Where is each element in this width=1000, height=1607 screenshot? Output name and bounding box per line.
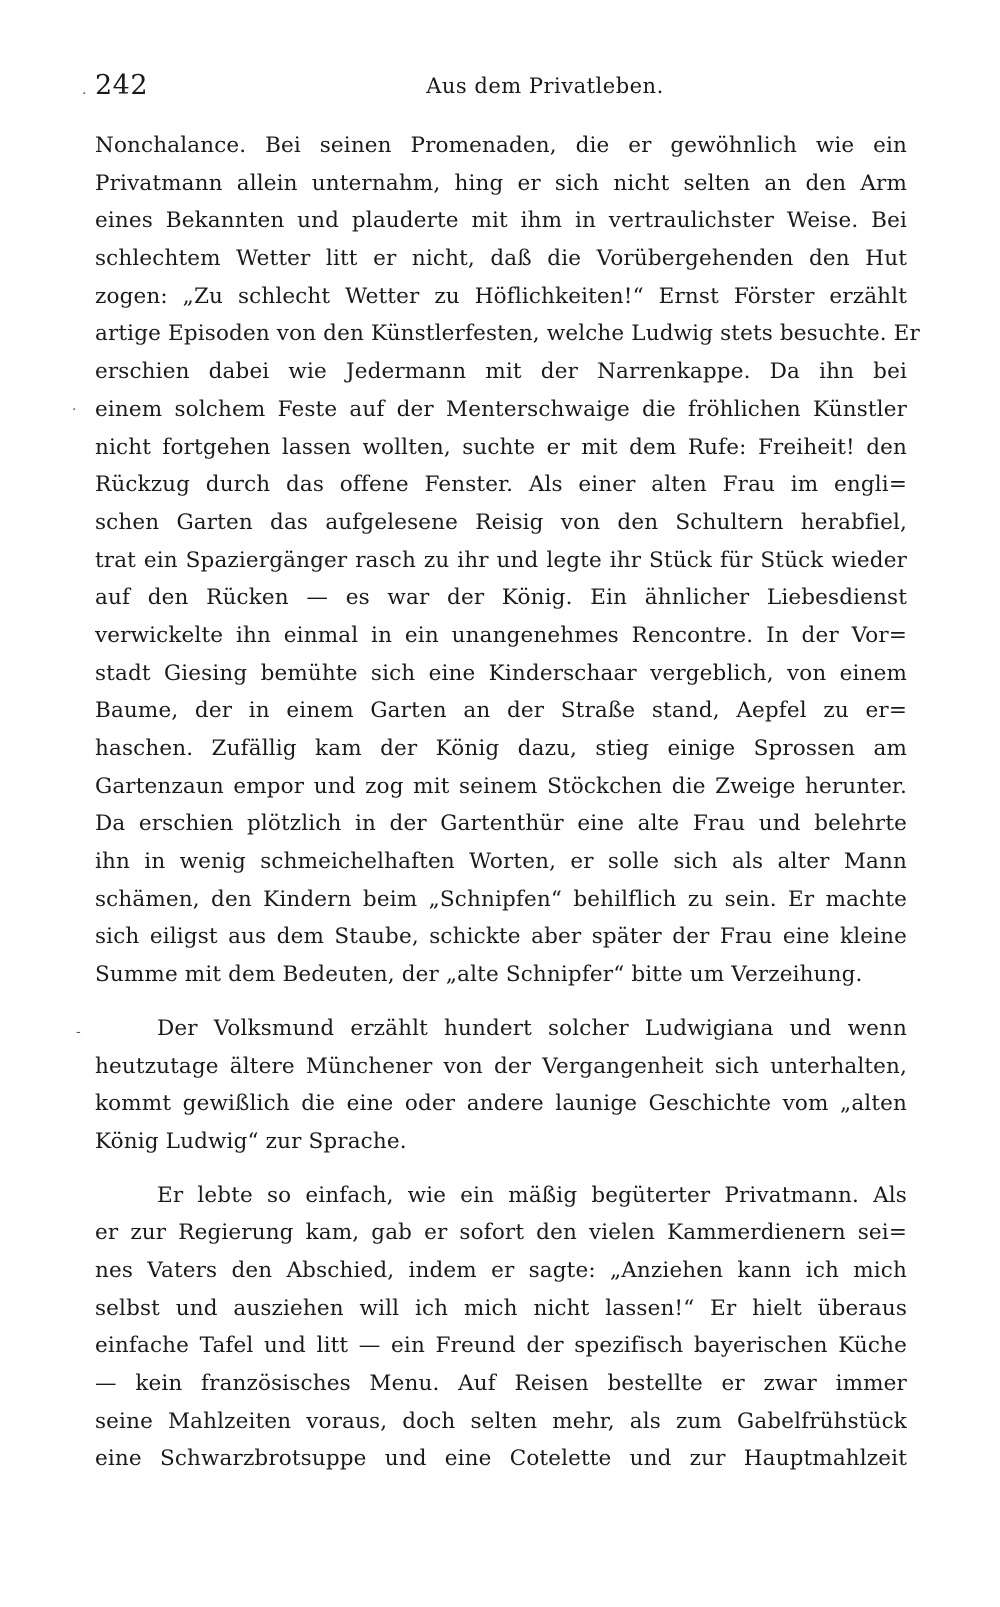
- stray-mark: -: [76, 1024, 81, 1040]
- text-line: artige Episoden von den Künstlerfesten, welche Ludwig stets besuchte. Er: [95, 321, 920, 347]
- text-line: zogen: „Zu schlecht Wetter zu Höflichkeiten!“ Ernst Förster erzählt: [95, 283, 907, 309]
- text-line: erschien dabei wie Jedermann mit der Narrenkappe. Da ihn bei: [95, 359, 907, 385]
- text-line: ihn in wenig schmeichelhaften Worten, er solle sich als alter Mann: [95, 849, 907, 875]
- text-line: Baume, der in einem Garten an der Straße stand, Aepfel zu er=: [95, 698, 907, 724]
- stray-mark: ·: [72, 402, 77, 418]
- stray-mark: .: [82, 82, 87, 98]
- text-line: Summe mit dem Bedeuten, der „alte Schnipfer“ bitte um Verzeihung.: [95, 962, 863, 988]
- paragraph-gap: [95, 994, 907, 1010]
- text-line: er zur Regierung kam, gab er sofort den vielen Kammerdienern sei=: [95, 1220, 907, 1246]
- text-line: kommt gewißlich die eine oder andere launige Geschichte vom „alten: [95, 1091, 907, 1117]
- text-line: Nonchalance. Bei seinen Promenaden, die er gewöhnlich wie ein: [95, 133, 907, 158]
- text-line: König Ludwig“ zur Sprache.: [95, 1128, 407, 1154]
- text-line: Da erschien plötzlich in der Gartenthür eine alte Frau und belehrte: [95, 811, 907, 837]
- text-line: heutzutage ältere Münchener von der Vergangenheit sich unterhalten,: [95, 1053, 907, 1079]
- text-line: Gartenzaun empor und zog mit seinem Stöckchen die Zweige herunter.: [95, 773, 907, 799]
- text-line: eines Bekannten und plauderte mit ihm in vertraulichster Weise. Bei: [95, 208, 907, 234]
- text-line: einfache Tafel und litt — ein Freund der spezifisch bayerischen Küche: [95, 1333, 907, 1359]
- running-head: Aus dem Privatleben.: [426, 74, 664, 98]
- text-line: haschen. Zufällig kam der König dazu, stieg einige Sprossen am: [95, 736, 907, 761]
- text-line: Er lebte so einfach, wie ein mäßig begüterter Privatmann. Als: [157, 1182, 907, 1208]
- text-line: einem solchem Feste auf der Menterschwaige die fröhlichen Künstler: [95, 396, 907, 422]
- text-line: verwickelte ihn einmal in ein unangenehmes Rencontre. In der Vor=: [95, 622, 907, 648]
- text-line: schämen, den Kindern beim „Schnipfen“ behilflich zu sein. Er machte: [95, 886, 907, 912]
- paragraph-1: [95, 127, 920, 994]
- paragraph-3: [95, 1177, 907, 1479]
- text-line: Privatmann allein unternahm, hing er sich nicht selten an den Arm: [95, 170, 907, 196]
- text-line: eine Schwarzbrotsuppe und eine Cotelette und zur Hauptmahlzeit: [95, 1446, 907, 1472]
- text-line: selbst und ausziehen will ich mich nicht lassen!“ Er hielt überaus: [95, 1295, 907, 1321]
- text-line: seine Mahlzeiten voraus, doch selten mehr, als zum Gabelfrühstück: [95, 1408, 907, 1434]
- paragraph-2: [95, 1010, 907, 1161]
- text-line: nes Vaters den Abschied, indem er sagte: „Anziehen kann ich mich: [95, 1257, 907, 1283]
- body-text: [95, 127, 920, 1478]
- page-header: [95, 70, 905, 110]
- text-line: Rückzug durch das offene Fenster. Als einer alten Frau im engli=: [95, 472, 907, 498]
- text-line: auf den Rücken — es war der König. Ein ähnlicher Liebesdienst: [95, 585, 907, 611]
- text-line: trat ein Spaziergänger rasch zu ihr und legte ihr Stück für Stück wieder: [95, 547, 907, 573]
- paragraph-gap: [95, 1161, 907, 1177]
- page-number: 242: [95, 70, 149, 101]
- text-line: Der Volksmund erzählt hundert solcher Ludwigiana und wenn: [157, 1015, 907, 1041]
- text-line: stadt Giesing bemühte sich eine Kinderschaar vergeblich, von einem: [95, 660, 907, 686]
- text-line: nicht fortgehen lassen wollten, suchte er mit dem Rufe: Freiheit! den: [95, 434, 907, 460]
- text-line: sich eiligst aus dem Staube, schickte aber später der Frau eine kleine: [95, 924, 907, 950]
- text-line: schen Garten das aufgelesene Reisig von den Schultern herabfiel,: [95, 509, 907, 535]
- text-line: schlechtem Wetter litt er nicht, daß die Vorübergehenden den Hut: [95, 246, 907, 272]
- text-line: — kein französisches Menu. Auf Reisen bestellte er zwar immer: [95, 1371, 907, 1396]
